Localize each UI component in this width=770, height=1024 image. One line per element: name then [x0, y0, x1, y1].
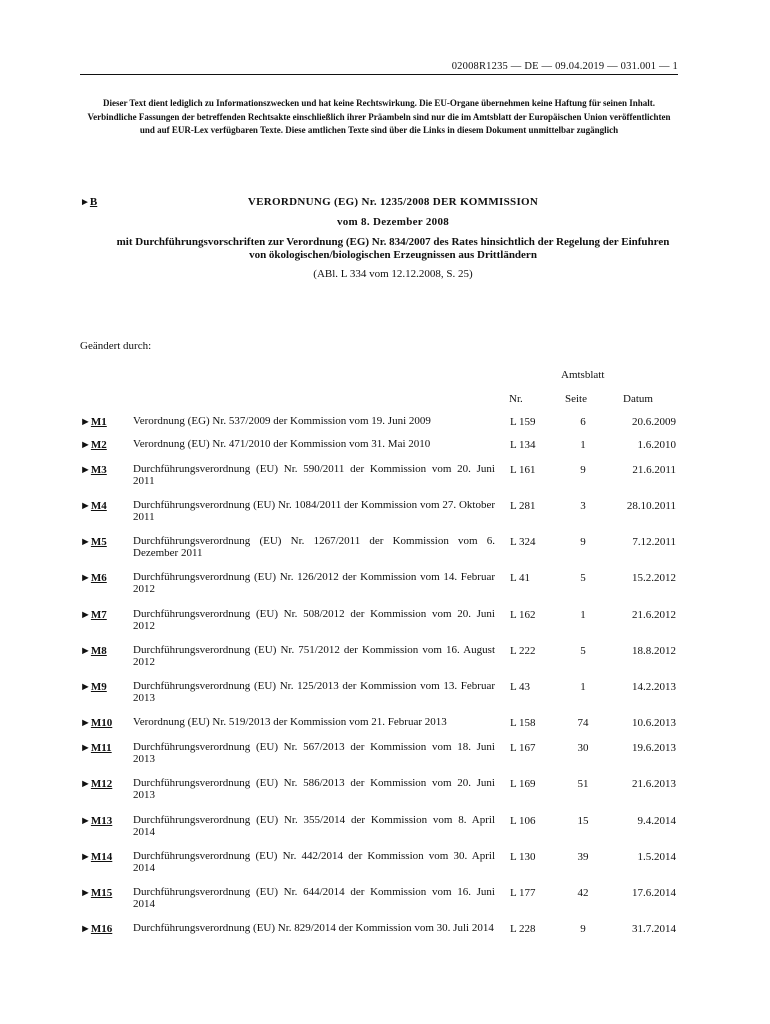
amendment-code: M4: [90, 500, 107, 512]
amendment-oj-number: L 222: [510, 645, 536, 657]
marker-arrow-icon: ►: [80, 645, 91, 657]
amendment-code: M15: [90, 887, 113, 899]
amendment-description: Verordnung (EU) Nr. 519/2013 der Kommission vom 21. Februar 2013: [133, 716, 447, 728]
amendment-page: 9: [580, 464, 586, 476]
amendment-date: 28.10.2011: [626, 500, 676, 512]
amendment-oj-number: L 281: [510, 500, 536, 512]
amendment-description: Verordnung (EG) Nr. 537/2009 der Kommission vom 19. Juni 2009: [133, 415, 431, 427]
amendment-page: 30: [577, 742, 589, 754]
amendment-page: 9: [580, 923, 586, 935]
amendment-oj-number: L 228: [510, 923, 536, 935]
amendment-marker-link[interactable]: [80, 536, 107, 548]
amendment-date: 1.6.2010: [637, 439, 676, 451]
amendment-oj-number: L 324: [510, 536, 536, 548]
amendment-page: 39: [577, 851, 589, 863]
amendment-code: M7: [90, 609, 107, 621]
amendment-description: Durchführungsverordnung (EU) Nr. 567/2013 der Kommission vom 18. Juni 2013: [133, 741, 495, 765]
table-row: [80, 887, 678, 917]
amendment-date: 15.2.2012: [632, 572, 676, 584]
table-row: [80, 815, 678, 845]
marker-arrow-icon: ►: [80, 464, 91, 476]
amendment-marker-link[interactable]: [80, 609, 107, 621]
amendment-marker-link[interactable]: [80, 439, 107, 451]
amendment-code: M1: [90, 416, 107, 428]
amendment-oj-number: L 158: [510, 717, 536, 729]
amendment-marker-link[interactable]: [80, 851, 112, 863]
amendment-date: 20.6.2009: [632, 416, 676, 428]
amendment-page: 1: [580, 439, 586, 451]
amendment-date: 21.6.2012: [632, 609, 676, 621]
amendment-description: Durchführungsverordnung (EU) Nr. 125/2013 der Kommission vom 13. Februar 2013: [133, 680, 495, 704]
amendment-page: 6: [580, 416, 586, 428]
table-row: [80, 778, 678, 808]
marker-arrow-icon: ►: [80, 887, 91, 899]
amendment-description: Durchführungsverordnung (EU) Nr. 508/2012 der Kommission vom 20. Juni 2012: [133, 608, 495, 632]
amendment-oj-number: L 41: [510, 572, 531, 584]
amendment-code: M6: [90, 572, 107, 584]
regulation-title: VERORDNUNG (EG) Nr. 1235/2008 DER KOMMISSION: [247, 196, 539, 208]
table-row: [80, 609, 678, 639]
amtsblatt-group-header: Amtsblatt: [561, 369, 605, 381]
marker-arrow-icon: ►: [80, 609, 91, 621]
amendment-date: 18.8.2012: [632, 645, 676, 657]
column-header-datum: Datum: [623, 393, 653, 405]
amendment-description: Durchführungsverordnung (EU) Nr. 644/2014 der Kommission vom 16. Juni 2014: [133, 886, 495, 910]
regulation-marker-link[interactable]: [80, 196, 97, 208]
amendment-code: M3: [90, 464, 107, 476]
amendment-marker-link[interactable]: [80, 572, 107, 584]
amendment-marker-link[interactable]: [80, 923, 112, 935]
amendment-description: Durchführungsverordnung (EU) Nr. 355/2014 der Kommission vom 8. April 2014: [133, 814, 495, 838]
amendment-description: Durchführungsverordnung (EU) Nr. 1267/2011 der Kommission vom 6. Dezember 2011: [133, 535, 495, 559]
amendment-oj-number: L 167: [510, 742, 536, 754]
amended-by-label: Geändert durch:: [80, 340, 152, 352]
amendment-page: 1: [580, 681, 586, 693]
marker-arrow-icon: ►: [80, 572, 91, 584]
amendment-date: 31.7.2014: [632, 923, 676, 935]
amendment-oj-number: L 162: [510, 609, 536, 621]
amendment-code: M9: [90, 681, 107, 693]
table-row: [80, 464, 678, 494]
amendment-date: 9.4.2014: [637, 815, 676, 827]
marker-arrow-icon: ►: [80, 439, 91, 451]
amendment-code: M10: [90, 717, 113, 729]
amendment-oj-number: L 161: [510, 464, 536, 476]
amendment-oj-number: L 130: [510, 851, 536, 863]
table-row: [80, 742, 678, 772]
amendment-page: 42: [577, 887, 589, 899]
regulation-subtitle: mit Durchführungsvorschriften zur Verordnung (EG) Nr. 834/2007 des Rates hinsichtlich der Regelung der Einfuhren von ökologischen/biologischen Erzeugnissen aus Drittländern: [116, 236, 670, 261]
amendment-date: 17.6.2014: [632, 887, 676, 899]
marker-arrow-icon: ►: [80, 681, 91, 693]
marker-arrow-icon: ►: [80, 742, 91, 754]
amendment-date: 7.12.2011: [632, 536, 676, 548]
amendment-oj-number: L 134: [510, 439, 536, 451]
regulation-date: vom 8. Dezember 2008: [336, 216, 450, 228]
regulation-reference: (ABl. L 334 vom 12.12.2008, S. 25): [313, 268, 473, 280]
table-row: [80, 851, 678, 881]
amendment-description: Verordnung (EU) Nr. 471/2010 der Kommission vom 31. Mai 2010: [133, 438, 431, 450]
amendment-page: 1: [580, 609, 586, 621]
marker-arrow-icon: ►: [80, 197, 90, 208]
disclaimer-text: Dieser Text dient lediglich zu Informationszwecken und hat keine Rechtswirkung. Die EU-Organe übernehmen keine Haftung für seinen Inhalt. Verbindliche Fassungen der betreffenden Rechtsakte einschließlich ihrer Präambeln sind nur die im Amtsblatt der Europäischen Union veröffentlichten und auf EUR-Lex verfügbaren Texte. Diese amtlichen Texte sind über die Links in diesem Dokument unmittelbar zugänglich: [87, 98, 671, 135]
amendment-oj-number: L 159: [510, 416, 536, 428]
amendment-code: M2: [90, 439, 107, 451]
amendment-description: Durchführungsverordnung (EU) Nr. 590/2011 der Kommission vom 20. Juni 2011: [133, 463, 495, 487]
amendment-marker-link[interactable]: [80, 742, 112, 754]
amendment-description: Durchführungsverordnung (EU) Nr. 751/2012 der Kommission vom 16. August 2012: [133, 644, 495, 668]
marker-arrow-icon: ►: [80, 717, 91, 729]
amendment-date: 14.2.2013: [632, 681, 676, 693]
amendment-marker-link[interactable]: [80, 416, 107, 428]
amendment-marker-link[interactable]: [80, 778, 112, 790]
document-id-header: 02008R1235 — DE — 09.04.2019 — 031.001 — 1: [451, 61, 678, 72]
amendment-description: Durchführungsverordnung (EU) Nr. 1084/2011 der Kommission vom 27. Oktober 2011: [133, 499, 495, 523]
amendment-marker-link[interactable]: [80, 717, 112, 729]
amendment-code: M8: [90, 645, 107, 657]
marker-arrow-icon: ►: [80, 536, 91, 548]
amendment-description: Durchführungsverordnung (EU) Nr. 829/2014 der Kommission vom 30. Juli 2014: [133, 922, 494, 934]
amendment-marker-link[interactable]: [80, 500, 107, 512]
table-row: [80, 572, 678, 602]
amendment-marker-link[interactable]: [80, 645, 107, 657]
amendment-page: 74: [577, 717, 589, 729]
table-row: [80, 500, 678, 530]
amendment-description: Durchführungsverordnung (EU) Nr. 126/2012 der Kommission vom 14. Februar 2012: [133, 571, 495, 595]
amendment-code: M13: [90, 815, 113, 827]
column-header-seite: Seite: [565, 393, 587, 405]
amendment-page: 5: [580, 645, 586, 657]
amendment-code: M12: [90, 778, 113, 790]
amendment-date: 1.5.2014: [637, 851, 676, 863]
table-row: [80, 645, 678, 675]
table-row: [80, 681, 678, 711]
marker-arrow-icon: ►: [80, 923, 91, 935]
amendment-page: 15: [577, 815, 589, 827]
amendment-oj-number: L 177: [510, 887, 536, 899]
amendment-oj-number: L 43: [510, 681, 531, 693]
amendment-date: 19.6.2013: [632, 742, 676, 754]
amendment-page: 9: [580, 536, 586, 548]
amendment-oj-number: L 169: [510, 778, 536, 790]
amendment-marker-link[interactable]: [80, 681, 107, 693]
amendment-code: M5: [90, 536, 107, 548]
column-header-nr: Nr.: [509, 393, 523, 405]
amendment-code: M14: [90, 851, 113, 863]
amendment-code: M11: [90, 742, 112, 754]
amendment-page: 51: [577, 778, 589, 790]
amendment-date: 21.6.2013: [632, 778, 676, 790]
amendment-oj-number: L 106: [510, 815, 536, 827]
marker-arrow-icon: ►: [80, 778, 91, 790]
marker-arrow-icon: ►: [80, 815, 91, 827]
marker-arrow-icon: ►: [80, 416, 91, 428]
amendment-code: M16: [90, 923, 113, 935]
amendment-page: 5: [580, 572, 586, 584]
marker-arrow-icon: ►: [80, 851, 91, 863]
amendment-page: 3: [580, 500, 586, 512]
amendment-description: Durchführungsverordnung (EU) Nr. 442/2014 der Kommission vom 30. April 2014: [133, 850, 495, 874]
table-row: [80, 536, 678, 566]
amendment-marker-link[interactable]: [80, 887, 112, 899]
amendment-description: Durchführungsverordnung (EU) Nr. 586/2013 der Kommission vom 20. Juni 2013: [133, 777, 495, 801]
amendment-marker-link[interactable]: [80, 464, 107, 476]
table-row: [80, 923, 678, 953]
marker-arrow-icon: ►: [80, 500, 91, 512]
amendment-date: 10.6.2013: [632, 717, 676, 729]
amendment-date: 21.6.2011: [632, 464, 676, 476]
amendment-marker-link[interactable]: [80, 815, 112, 827]
marker-code: B: [89, 196, 98, 208]
header-rule: [80, 74, 678, 75]
